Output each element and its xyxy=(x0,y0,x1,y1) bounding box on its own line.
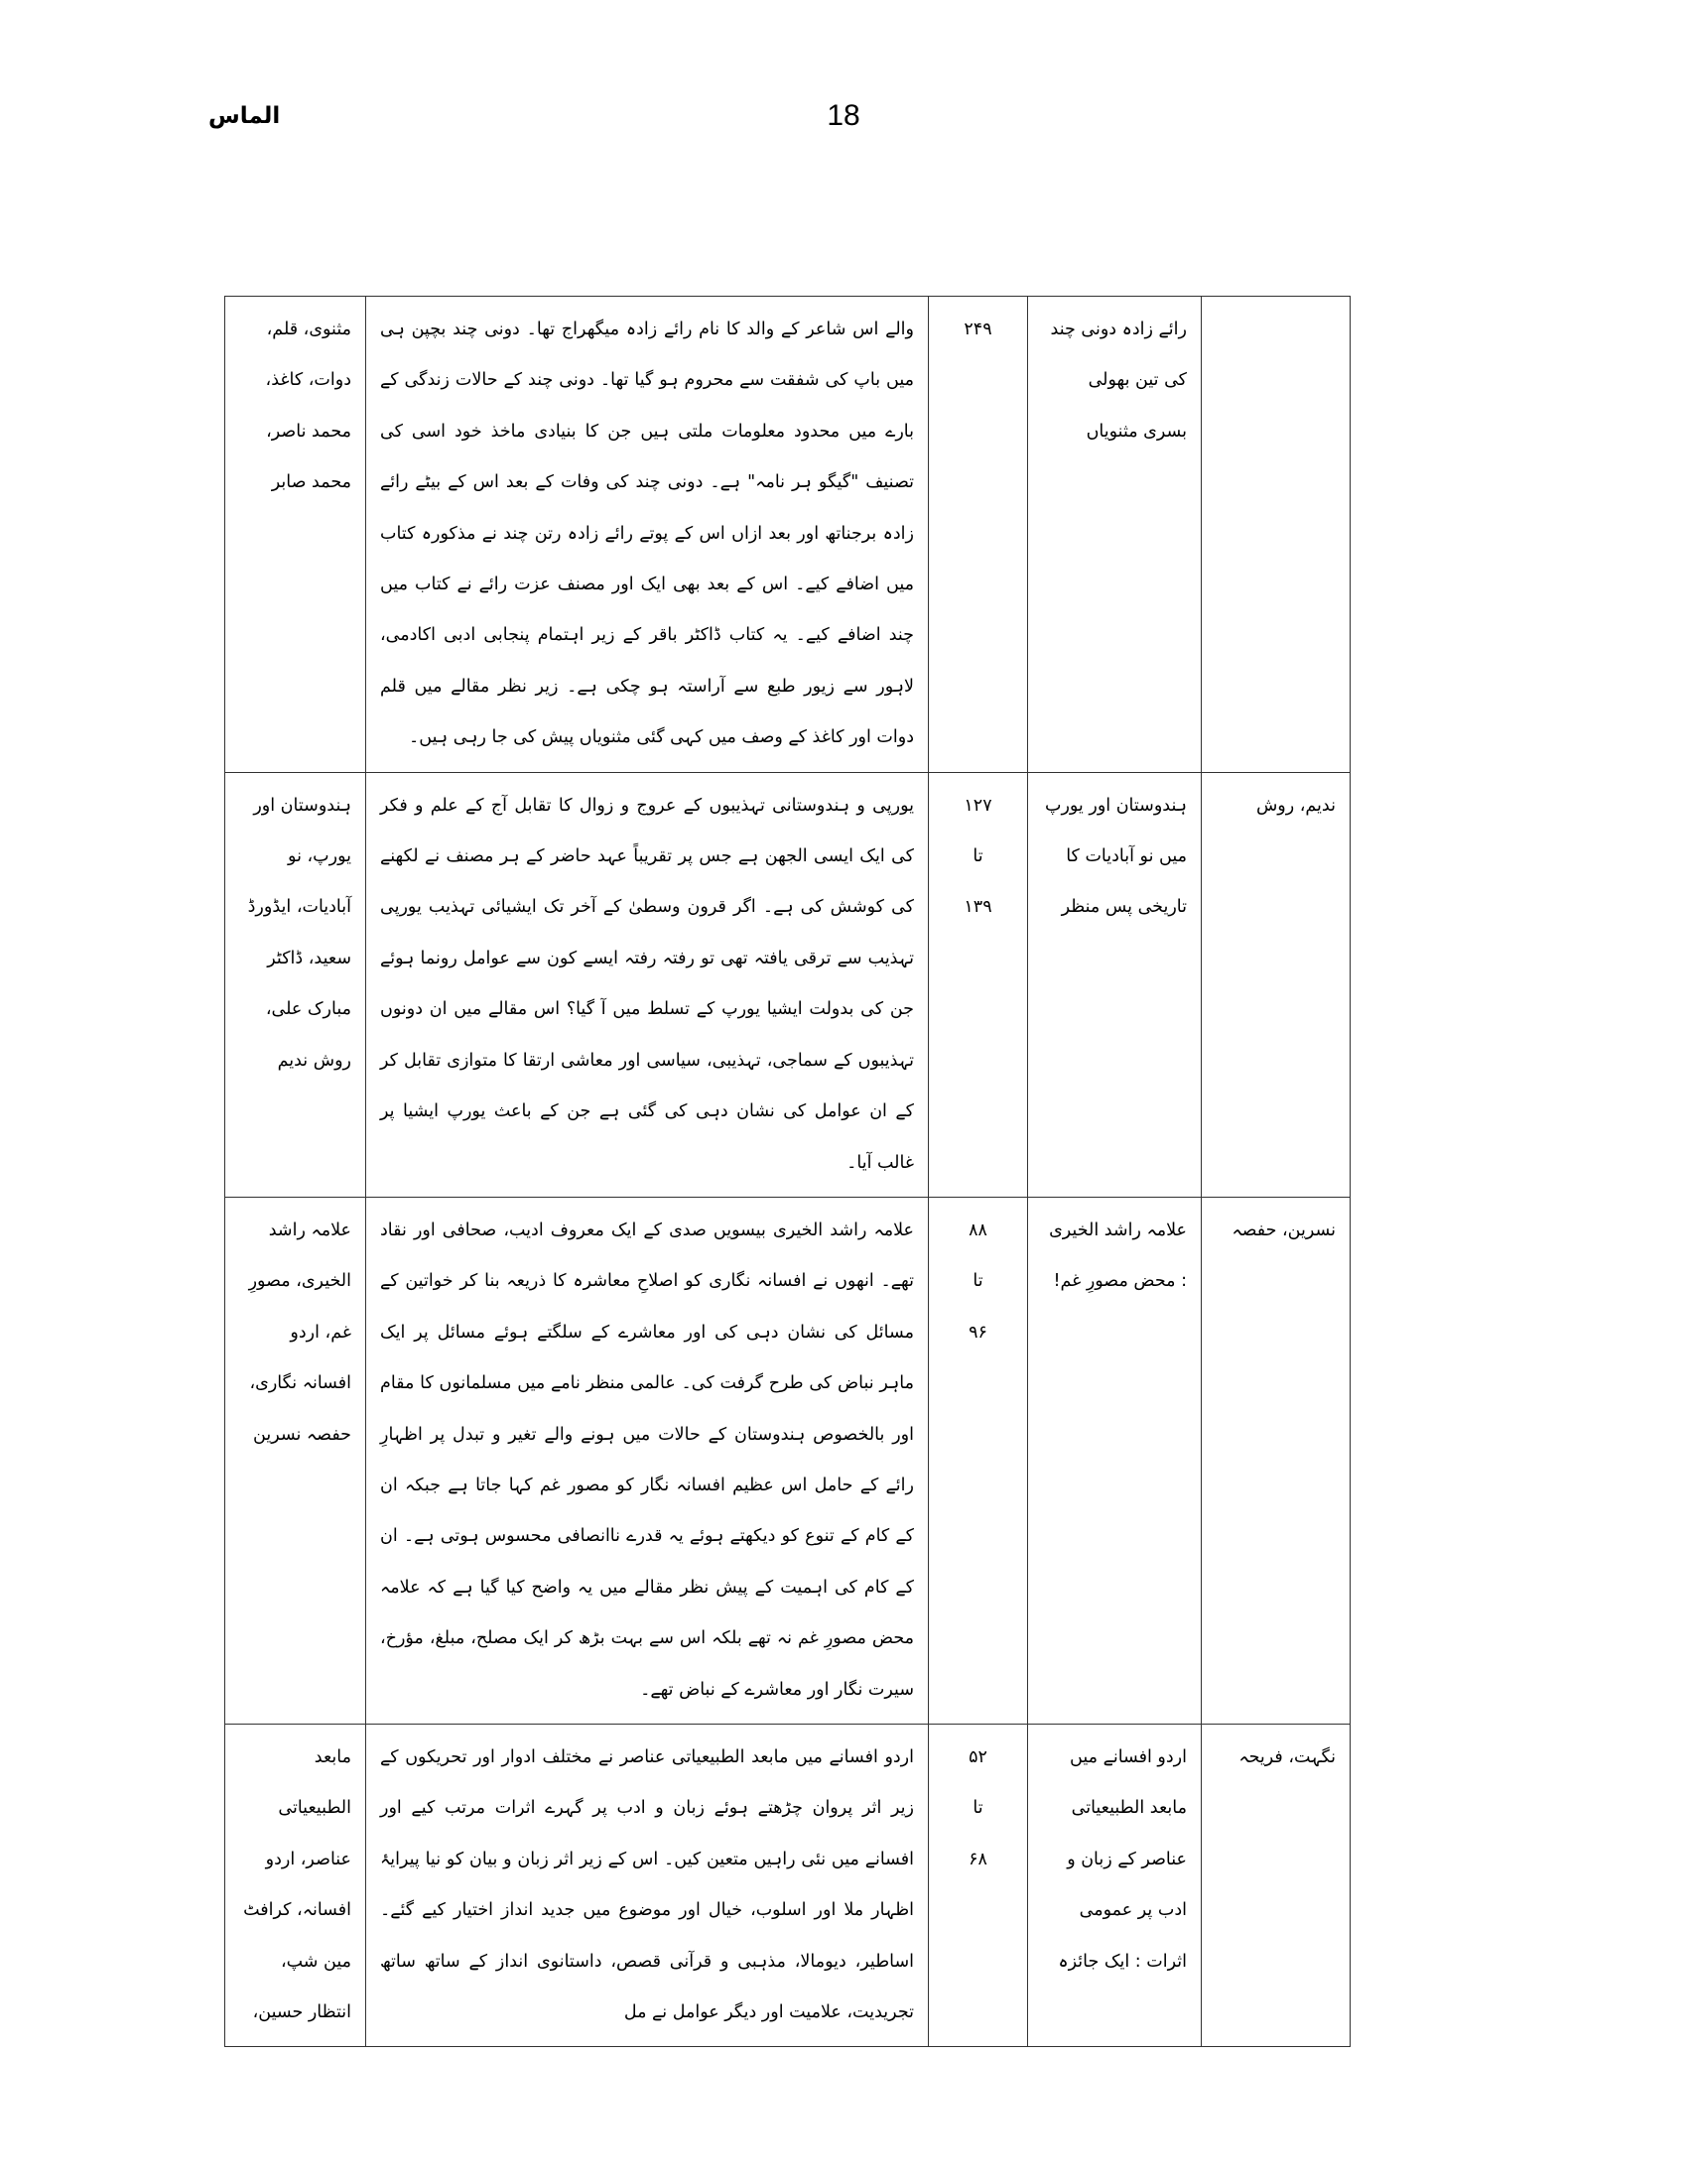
page-range-text: ۲۴۹ xyxy=(964,320,992,339)
table-row xyxy=(225,297,1351,773)
author-cell: نگہت، فریحہ xyxy=(1202,1724,1351,2046)
title-cell: ہندوستان اور یورپ میں نو آبادیات کا تاریخی پس منظر xyxy=(1028,772,1202,1197)
keywords-cell: علامہ راشد الخیری، مصورِ غم، اردو افسانہ نگاری، حفصہ نسرین xyxy=(225,1197,366,1724)
page-header xyxy=(0,0,1688,198)
pages-cell xyxy=(929,297,1028,773)
title-cell: اردو افسانے میں مابعد الطبیعیاتی عناصر کے زبان و ادب پر عمومی اثرات : ایک جائزہ xyxy=(1028,1724,1202,2046)
abstract-cell: اردو افسانے میں مابعد الطبیعیاتی عناصر نے مختلف ادوار اور تحریکوں کے زیر اثر پروان چڑھتے ہوئے زبان و ادب پر گہرے اثرات مرتب کیے اور افسانے میں نئی راہیں متعین کیں۔ اس کے زیر اثر زبان و بیان کو نیا پیرایۂ اظہار ملا اور اسلوب، خیال اور موضوع میں جدید انداز اختیار کیے گئے۔ اساطیر، دیومالا، مذہبی و قرآنی قصص، داستانوی انداز کے ساتھ ساتھ تجریدیت، علامیت اور دیگر عوامل نے مل xyxy=(366,1724,929,2046)
title-cell: رائے زادہ دونی چند کی تین بھولی بسری مثنویاں xyxy=(1028,297,1202,773)
author-cell: ندیم، روش xyxy=(1202,772,1351,1197)
title-cell: علامہ راشد الخیری : محض مصورِ غم! xyxy=(1028,1197,1202,1724)
abstract-cell: یورپی و ہندوستانی تہذیبوں کے عروج و زوال کا تقابل آج کے علم و فکر کی ایک ایسی الجھن ہے جس پر تقریباً عہد حاضر کے ہر مصنف نے لکھنے کی کوشش کی ہے۔ اگر قرون وسطیٰ کے آخر تک ایشیائی تہذیب یورپی تہذیب سے ترقی یافتہ تھی تو رفتہ رفتہ ایسے کون سے عوامل رونما ہوئے جن کی بدولت ایشیا یورپ کے تسلط میں آ گیا؟ اس مقالے میں ان دونوں تہذیبوں کے سماجی، تہذیبی، سیاسی اور معاشی ارتقا کا متوازی تقابل کر کے ان عوامل کی نشان دہی کی گئی ہے جن کے باعث یورپ ایشیا پر غالب آیا۔ xyxy=(366,772,929,1197)
page-range-start: ۱۲۷ xyxy=(964,795,992,816)
table-row xyxy=(225,1197,1351,1724)
abstract-cell: والے اس شاعر کے والد کا نام رائے زادہ میگھراج تھا۔ دونی چند بچپن ہی میں باپ کی شفقت سے محروم ہو گیا تھا۔ دونی چند کے حالات زندگی کے بارے میں محدود معلومات ملتی ہیں جن کا بنیادی ماخذ خود اسی کی تصنیف "گیگو ہر نامہ" ہے۔ دونی چند کی وفات کے بعد اس کے بیٹے رائے زادہ برجناتھ اور بعد ازاں اس کے پوتے رائے زادہ رتن چند نے مذکورہ کتاب میں اضافے کیے۔ اس کے بعد بھی ایک اور مصنف عزت رائے نے کتاب میں چند اضافے کیے۔ یہ کتاب ڈاکٹر باقر کے زیر اہتمام پنجابی ادبی اکادمی، لاہور سے زیور طبع سے آراستہ ہو چکی ہے۔ زیر نظر مقالے میں قلم دوات اور کاغذ کے وصف میں کہی گئی مثنویاں پیش کی جا رہی ہیں۔ xyxy=(366,297,929,773)
pages-cell xyxy=(929,1197,1028,1724)
page-number: 18 xyxy=(827,99,860,132)
page-range-start: ۸۸ xyxy=(969,1220,987,1240)
journal-name: الماس xyxy=(208,103,281,129)
keywords-cell: مثنوی، قلم، دوات، کاغذ، محمد ناصر، محمد صابر xyxy=(225,297,366,773)
page-range-separator: تا xyxy=(973,846,983,867)
author-cell: نسرین، حفصہ xyxy=(1202,1197,1351,1724)
table-row xyxy=(225,1724,1351,2046)
page-range-end: ۹۶ xyxy=(969,1322,987,1343)
table-row xyxy=(225,772,1351,1197)
pages-cell xyxy=(929,772,1028,1197)
pages-cell xyxy=(929,1724,1028,2046)
abstract-cell: علامہ راشد الخیری بیسویں صدی کے ایک معروف ادیب، صحافی اور نقاد تھے۔ انھوں نے افسانہ نگاری کو اصلاحِ معاشرہ کا ذریعہ بنا کر خواتین کے مسائل کی نشان دہی کی اور معاشرے کے سلگتے ہوئے مسائل پر ایک ماہر نباض کی طرح گرفت کی۔ عالمی منظر نامے میں مسلمانوں کا مقام اور بالخصوص ہندوستان کے حالات میں ہونے والے تغیر و تبدل پر اظہارِ رائے کے حامل اس عظیم افسانہ نگار کو مصور غم کہا جاتا ہے جبکہ ان کے کام کے تنوع کو دیکھتے ہوئے یہ قدرے ناانصافی محسوس ہوتی ہے۔ ان کے کام کی اہمیت کے پیش نظر مقالے میں یہ واضح کیا گیا ہے کہ علامہ محض مصورِ غم نہ تھے بلکہ اس سے بہت بڑھ کر ایک مصلح، مبلغ، مؤرخ، سیرت نگار اور معاشرے کے نباض تھے۔ xyxy=(366,1197,929,1724)
abstracts-table xyxy=(224,296,1351,2047)
page-range-separator: تا xyxy=(973,1271,983,1292)
keywords-cell: مابعد الطبیعیاتی عناصر، اردو افسانہ، کرافٹ مین شپ، انتظار حسین، xyxy=(225,1724,366,2046)
page-range-start: ۵۲ xyxy=(969,1746,987,1767)
keywords-cell: ہندوستان اور یورپ، نو آبادیات، ایڈورڈ سعید، ڈاکٹر مبارک علی، روش ندیم xyxy=(225,772,366,1197)
page-range-separator: تا xyxy=(973,1798,983,1819)
page-range-end: ۶۸ xyxy=(969,1849,987,1869)
author-cell xyxy=(1202,297,1351,773)
page-range-end: ۱۳۹ xyxy=(964,897,992,918)
